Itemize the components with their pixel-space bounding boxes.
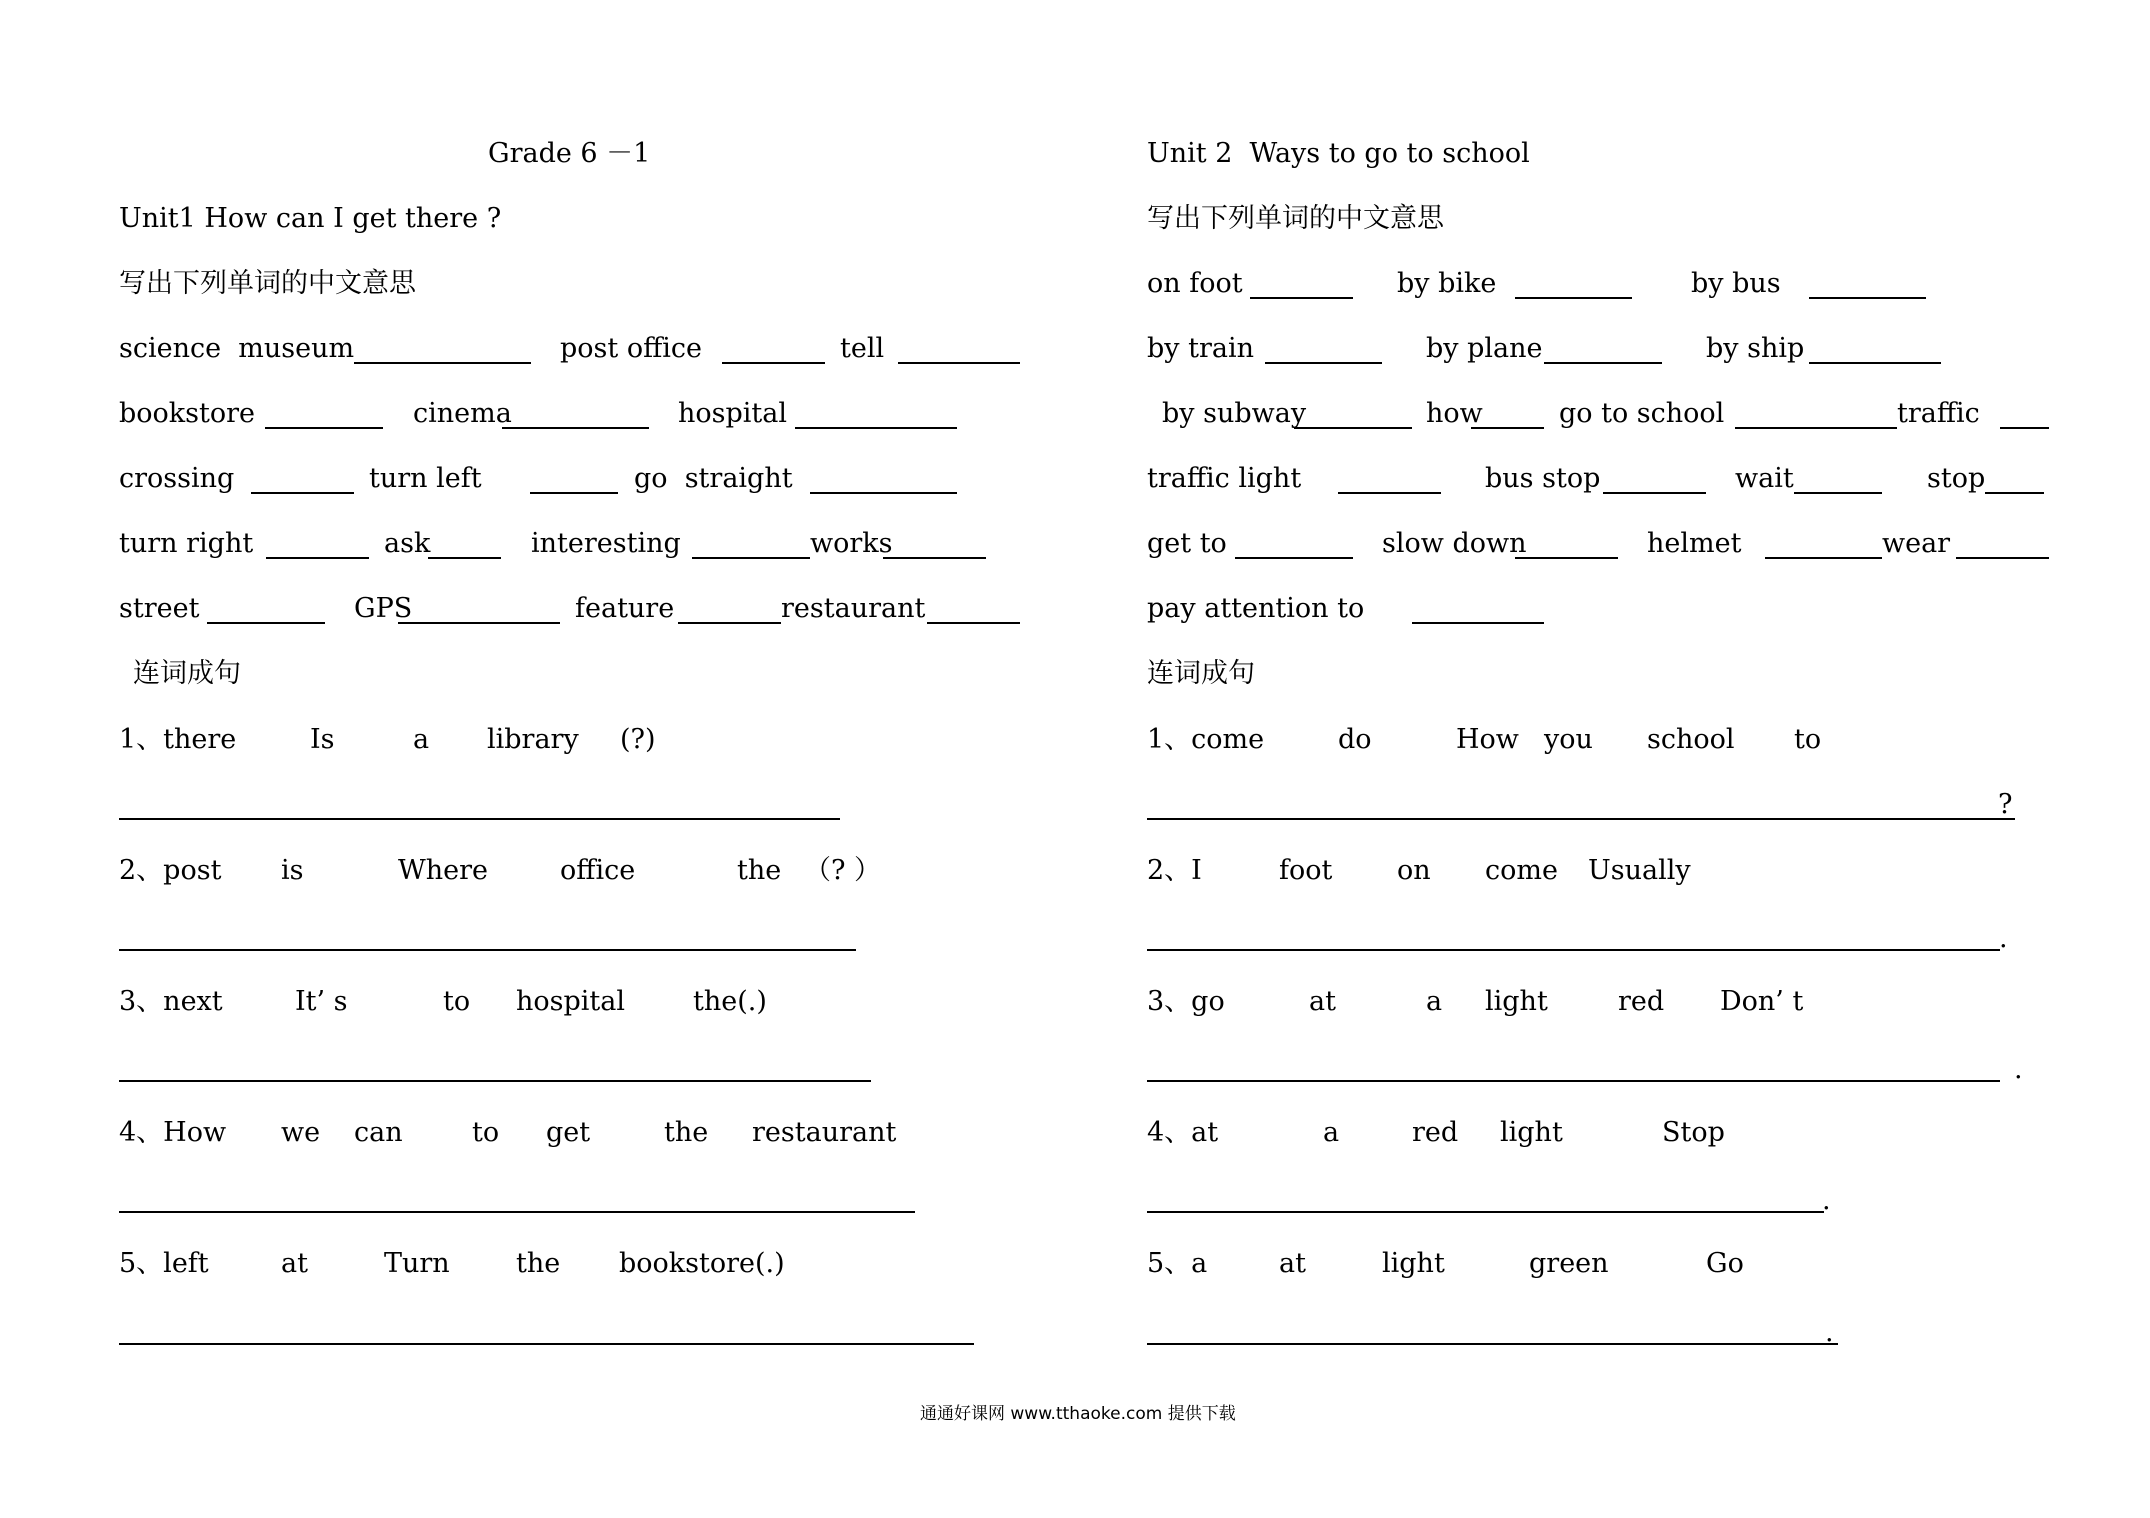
- unit1-title: Unit1 How can I get there ?: [119, 203, 502, 234]
- sentence-word: 4、at: [1147, 1117, 1219, 1148]
- answer-blank[interactable]: [1985, 492, 2044, 494]
- vocab-word: interesting: [531, 528, 681, 559]
- sentence-word: 1、come: [1147, 724, 1265, 755]
- answer-blank[interactable]: [1794, 492, 1882, 494]
- sentence-answer-line[interactable]: [119, 949, 856, 951]
- vocab-word: traffic: [1897, 398, 1980, 429]
- worksheet-title: Grade 6 －1: [488, 138, 651, 169]
- answer-blank[interactable]: [1544, 362, 1662, 364]
- sentence-word: Stop: [1662, 1117, 1725, 1148]
- answer-blank[interactable]: [354, 362, 531, 364]
- vocab-word: by ship: [1706, 333, 1805, 364]
- sentence-word: foot: [1279, 855, 1333, 886]
- sentence-word: Don’ t: [1720, 986, 1804, 1017]
- sentence-answer-line[interactable]: [1147, 1080, 2000, 1082]
- answer-blank[interactable]: [265, 427, 383, 429]
- answer-blank[interactable]: [810, 492, 957, 494]
- sentence-word: light: [1500, 1117, 1563, 1148]
- vocab-word: by plane: [1426, 333, 1543, 364]
- vocab-word: post office: [560, 333, 703, 364]
- vocab-word: bus stop: [1485, 463, 1601, 494]
- answer-blank[interactable]: [1515, 557, 1618, 559]
- sentence-answer-line[interactable]: [119, 818, 840, 820]
- vocab-word: hospital: [678, 398, 788, 429]
- vocab-word: by bus: [1691, 268, 1781, 299]
- answer-blank[interactable]: [1809, 362, 1941, 364]
- vocab-word: cinema: [413, 398, 512, 429]
- vocab-word: wait: [1735, 463, 1794, 494]
- sentence-word: the: [664, 1117, 709, 1148]
- sentence-word: to: [472, 1117, 500, 1148]
- answer-blank[interactable]: [1956, 557, 2049, 559]
- sentence-answer-line[interactable]: [119, 1080, 871, 1082]
- sentence-word: come: [1485, 855, 1558, 886]
- sentence-word: at: [281, 1248, 308, 1279]
- unit1-sentence-instruction: 连词成句: [133, 658, 241, 689]
- answer-blank[interactable]: [251, 492, 354, 494]
- sentence-word: light: [1485, 986, 1548, 1017]
- answer-blank[interactable]: [1265, 362, 1382, 364]
- vocab-word: science museum: [119, 333, 355, 364]
- sentence-word: 5、a: [1147, 1248, 1208, 1279]
- answer-blank[interactable]: [1515, 297, 1632, 299]
- answer-blank[interactable]: [1735, 427, 1897, 429]
- vocab-word: go straight: [634, 463, 793, 494]
- vocab-word: feature: [575, 593, 675, 624]
- sentence-word: Is: [310, 724, 335, 755]
- sentence-word: a: [1426, 986, 1443, 1017]
- sentence-word: at: [1309, 986, 1336, 1017]
- answer-blank[interactable]: [795, 427, 957, 429]
- vocab-word: ask: [384, 528, 431, 559]
- vocab-word: how: [1426, 398, 1483, 429]
- vocab-word: on foot: [1147, 268, 1243, 299]
- answer-blank[interactable]: [1471, 427, 1544, 429]
- vocab-word: go to school: [1559, 398, 1725, 429]
- vocab-word: stop: [1927, 463, 1986, 494]
- answer-blank[interactable]: [398, 622, 560, 624]
- vocab-word: by subway: [1162, 398, 1307, 429]
- answer-blank[interactable]: [898, 362, 1020, 364]
- unit2-vocab-instruction: 写出下列单词的中文意思: [1147, 203, 1444, 234]
- sentence-word: can: [354, 1117, 403, 1148]
- sentence-word: do: [1338, 724, 1372, 755]
- answer-blank[interactable]: [1338, 492, 1441, 494]
- answer-blank[interactable]: [502, 427, 649, 429]
- sentence-word: hospital: [516, 986, 626, 1017]
- sentence-word: to: [443, 986, 471, 1017]
- sentence-word: we: [281, 1117, 321, 1148]
- answer-blank[interactable]: [1250, 297, 1353, 299]
- answer-blank[interactable]: [1235, 557, 1353, 559]
- vocab-word: pay attention to: [1147, 593, 1365, 624]
- vocab-word: street: [119, 593, 200, 624]
- unit1-vocab-instruction: 写出下列单词的中文意思: [119, 268, 416, 299]
- answer-blank[interactable]: [1809, 297, 1926, 299]
- sentence-word: the: [737, 855, 782, 886]
- answer-blank[interactable]: [722, 362, 825, 364]
- vocab-word: wear: [1882, 528, 1951, 559]
- sentence-word: restaurant: [752, 1117, 897, 1148]
- vocab-word: turn left: [369, 463, 482, 494]
- sentence-word: green: [1529, 1248, 1609, 1279]
- sentence-end-mark: .: [1825, 1317, 1834, 1348]
- answer-blank[interactable]: [1603, 492, 1706, 494]
- vocab-word: tell: [840, 333, 885, 364]
- vocab-word: restaurant: [781, 593, 926, 624]
- sentence-answer-line[interactable]: [1147, 1211, 1824, 1213]
- sentence-word: 5、left: [119, 1248, 209, 1279]
- sentence-word: you: [1544, 724, 1593, 755]
- sentence-word: office: [560, 855, 636, 886]
- answer-blank[interactable]: [692, 557, 810, 559]
- sentence-word: 2、I: [1147, 855, 1202, 886]
- vocab-word: turn right: [119, 528, 254, 559]
- sentence-answer-line[interactable]: [1147, 818, 2015, 820]
- answer-blank[interactable]: [678, 622, 781, 624]
- unit2-title: Unit 2 Ways to go to school: [1147, 138, 1530, 169]
- sentence-word: red: [1412, 1117, 1459, 1148]
- sentence-word: the(.): [693, 986, 767, 1017]
- sentence-word: bookstore(.): [619, 1248, 785, 1279]
- sentence-word: Usually: [1588, 855, 1691, 886]
- answer-blank[interactable]: [530, 492, 618, 494]
- sentence-word: a: [413, 724, 430, 755]
- sentence-word: Where: [398, 855, 489, 886]
- footer-source-text: 通通好课网 www.tthaoke.com 提供下载: [920, 1404, 1236, 1424]
- sentence-answer-line[interactable]: [1147, 949, 2000, 951]
- sentence-end-mark: .: [1822, 1185, 1831, 1216]
- sentence-word: (?): [620, 724, 656, 755]
- vocab-word: helmet: [1647, 528, 1742, 559]
- sentence-word: It’ s: [295, 986, 348, 1017]
- vocab-word: crossing: [119, 463, 235, 494]
- sentence-word: 1、there: [119, 724, 237, 755]
- sentence-word: to: [1794, 724, 1822, 755]
- sentence-word: is: [281, 855, 304, 886]
- sentence-word: red: [1618, 986, 1665, 1017]
- sentence-word: （? ）: [804, 855, 882, 886]
- vocab-word: by bike: [1397, 268, 1497, 299]
- sentence-word: on: [1397, 855, 1431, 886]
- answer-blank[interactable]: [428, 557, 501, 559]
- vocab-word: slow down: [1382, 528, 1527, 559]
- sentence-end-mark: .: [2014, 1054, 2023, 1085]
- sentence-answer-line[interactable]: [119, 1211, 915, 1213]
- answer-blank[interactable]: [2000, 427, 2049, 429]
- sentence-end-mark: ?: [1998, 789, 2013, 820]
- sentence-word: Go: [1706, 1248, 1744, 1279]
- sentence-end-mark: .: [1999, 923, 2008, 954]
- vocab-word: works: [810, 528, 893, 559]
- answer-blank[interactable]: [207, 622, 325, 624]
- sentence-word: 4、How: [119, 1117, 227, 1148]
- sentence-word: library: [487, 724, 579, 755]
- sentence-word: get: [546, 1117, 591, 1148]
- vocab-word: get to: [1147, 528, 1227, 559]
- answer-blank[interactable]: [883, 557, 986, 559]
- vocab-word: by train: [1147, 333, 1254, 364]
- sentence-word: the: [516, 1248, 561, 1279]
- sentence-word: Turn: [384, 1248, 450, 1279]
- sentence-word: light: [1382, 1248, 1445, 1279]
- answer-blank[interactable]: [927, 622, 1020, 624]
- answer-blank[interactable]: [1765, 557, 1882, 559]
- vocab-word: bookstore: [119, 398, 256, 429]
- vocab-word: traffic light: [1147, 463, 1302, 494]
- answer-blank[interactable]: [266, 557, 369, 559]
- vocab-word: GPS: [354, 593, 413, 624]
- unit2-sentence-instruction: 连词成句: [1147, 658, 1255, 689]
- sentence-word: 3、go: [1147, 986, 1225, 1017]
- sentence-word: a: [1323, 1117, 1340, 1148]
- sentence-answer-line[interactable]: [1147, 1343, 1838, 1345]
- sentence-word: 3、next: [119, 986, 223, 1017]
- sentence-word: 2、post: [119, 855, 222, 886]
- sentence-answer-line[interactable]: [119, 1343, 974, 1345]
- sentence-word: school: [1647, 724, 1735, 755]
- sentence-word: How: [1456, 724, 1519, 755]
- answer-blank[interactable]: [1294, 427, 1412, 429]
- sentence-word: at: [1279, 1248, 1306, 1279]
- answer-blank[interactable]: [1412, 622, 1544, 624]
